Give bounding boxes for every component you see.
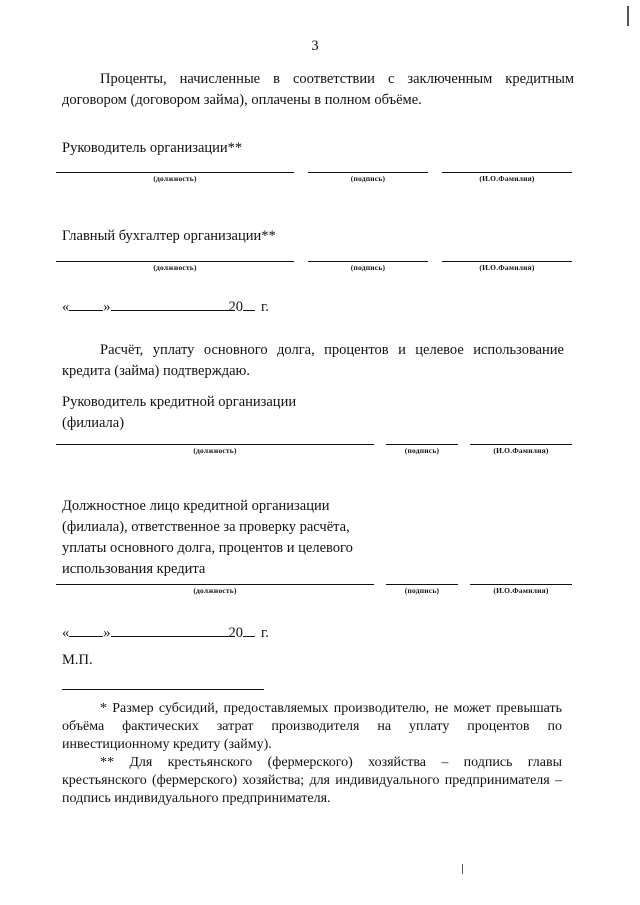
date-line: [62, 622, 269, 642]
official-label-line-4: использования кредита: [62, 561, 206, 577]
head-position-line: [56, 172, 294, 173]
month-blank: [111, 296, 229, 311]
quote-open: «: [62, 625, 70, 641]
head-name-line: [442, 172, 572, 173]
bank-head-name-line: [470, 444, 572, 445]
quote-close: »: [103, 625, 111, 641]
day-blank: [69, 296, 103, 311]
paragraph-confirmation: Расчёт, уплату основного долга, процентов и целевое использование кредита (займа) подтверждаю.: [62, 342, 564, 379]
scan-speck: [627, 6, 629, 26]
caption-name: (И.О.Фамилия): [493, 446, 549, 455]
bank-head-label-line-2: (филиала): [62, 415, 125, 431]
chief-accountant-label: Главный бухгалтер организации**: [62, 228, 276, 244]
caption-name: (И.О.Фамилия): [493, 586, 549, 595]
official-label-line-1: Должностное лицо кредитной организации: [62, 498, 330, 514]
head-signature-line: [308, 172, 428, 173]
caption-position: (должность): [193, 446, 237, 455]
day-blank: [69, 622, 103, 637]
bank-head-label-line-1: Руководитель кредитной организации: [62, 394, 297, 410]
bank-head-position-line: [56, 444, 374, 445]
accountant-signature-line: [308, 261, 428, 262]
official-label-line-3: уплаты основного долга, процентов и целевого: [62, 540, 353, 556]
caption-position: (должность): [153, 263, 197, 272]
accountant-position-line: [56, 261, 294, 262]
official-label-line-2: (филиала), ответственное за проверку расчёта,: [62, 519, 350, 535]
accountant-name-line: [442, 261, 572, 262]
date-line: [62, 296, 269, 316]
footnote-2: ** Для крестьянского (фермерского) хозяйства – подпись главы крестьянского (фермерского) хозяйства; для индивидуального предпринимателя – подпись индивидуального предпринимателя.: [62, 755, 562, 806]
bank-head-signature-line: [386, 444, 458, 445]
page-number: 3: [311, 38, 319, 54]
official-name-line: [470, 584, 572, 585]
paragraph-interest-paid: Проценты, начисленные в соответствии с заключенным кредитным договором (договором займа), оплачены в полном объёме.: [62, 71, 574, 108]
year-prefix: 20: [228, 625, 243, 641]
year-suffix: г.: [261, 299, 269, 315]
caption-name: (И.О.Фамилия): [479, 174, 535, 183]
year-suffix: г.: [261, 625, 269, 641]
stamp-placeholder: М.П.: [62, 652, 93, 668]
caption-signature: (подпись): [350, 263, 386, 272]
year-prefix: 20: [228, 299, 243, 315]
official-signature-line: [386, 584, 458, 585]
head-of-organization-label: Руководитель организации**: [62, 140, 243, 156]
caption-position: (должность): [153, 174, 197, 183]
official-position-line: [56, 584, 374, 585]
scan-speck: [462, 864, 463, 874]
year-blank: [243, 622, 255, 637]
bank-head-label: [62, 392, 296, 434]
footnote-1: * Размер субсидий, предоставляемых производителю, не может превышать объёма фактических затрат производителя на уплату процентов по инвестиционному кредиту (займу).: [62, 701, 562, 752]
caption-position: (должность): [193, 586, 237, 595]
month-blank: [111, 622, 229, 637]
quote-open: «: [62, 299, 70, 315]
footnote-separator: [62, 689, 264, 690]
year-blank: [243, 296, 255, 311]
caption-signature: (подпись): [404, 586, 440, 595]
caption-signature: (подпись): [350, 174, 386, 183]
quote-close: »: [103, 299, 111, 315]
caption-name: (И.О.Фамилия): [479, 263, 535, 272]
caption-signature: (подпись): [404, 446, 440, 455]
responsible-official-label: [62, 496, 353, 580]
